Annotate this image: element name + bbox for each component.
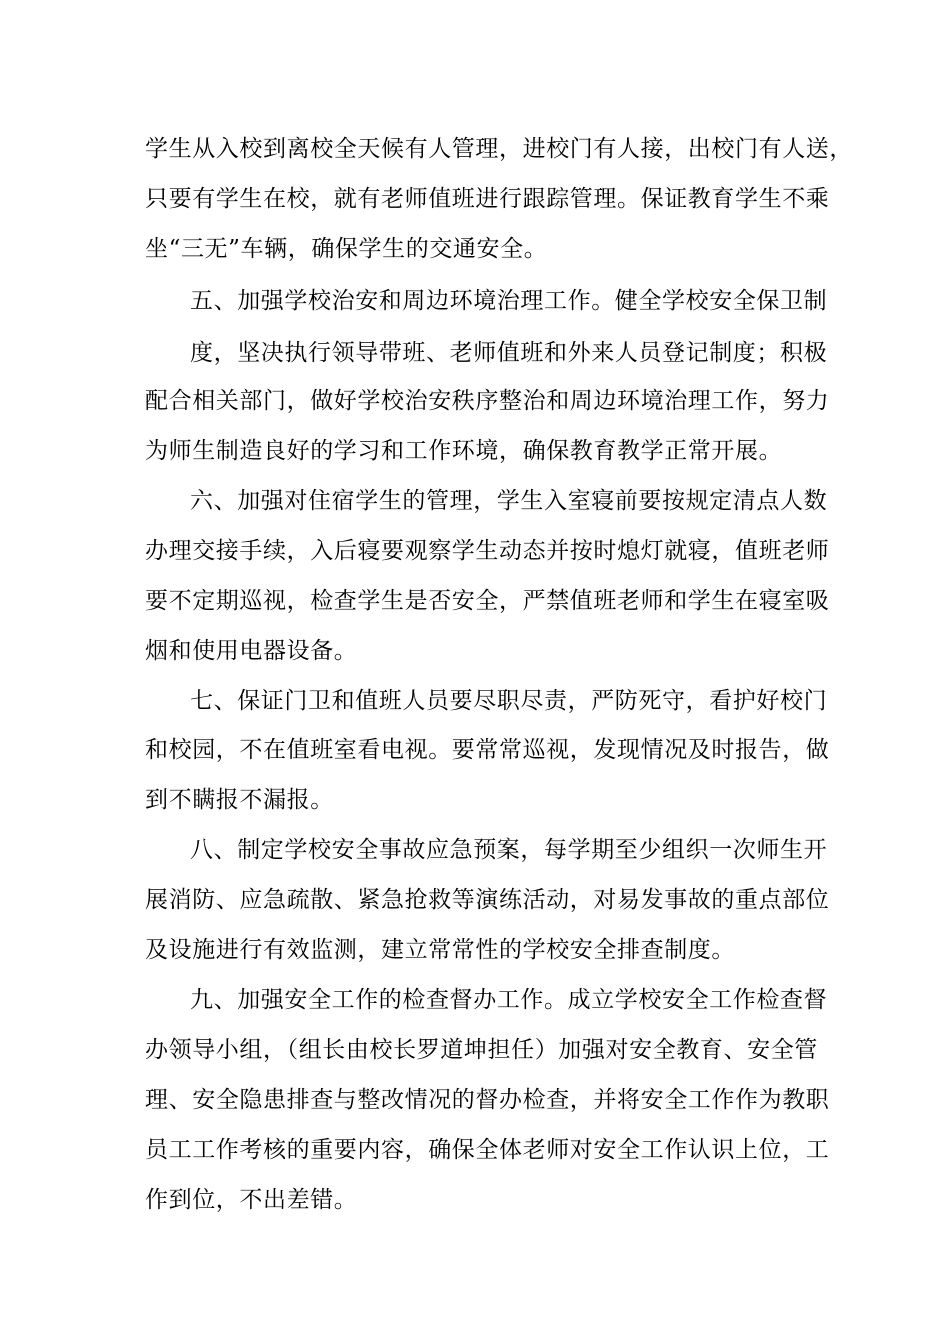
paragraph-6-first-line: 六、加强对住宿学生的管理，学生入室寝前要按规定清点人数	[190, 488, 828, 514]
text-line: 烟和使用电器设备。	[145, 638, 358, 664]
text-line: 员工工作考核的重要内容，确保全体老师对安全工作认识上位，工	[145, 1137, 830, 1163]
paragraph-7-first-line: 七、保证门卫和值班人员要尽职尽责，严防死守，看护好校门	[190, 688, 828, 714]
text-line: 度，坚决执行领导带班、老师值班和外来人员登记制度；积极	[190, 340, 828, 366]
text-line: 学生从入校到离校全天候有人管理，进校门有人接，出校门有人送，	[145, 136, 853, 162]
text-line: 要不定期巡视，检查学生是否安全，严禁值班老师和学生在寝室吸	[145, 588, 830, 614]
text-line: 办理交接手续，入后寝要观察学生动态并按时熄灯就寝，值班老师	[145, 538, 830, 564]
text-line: 作到位，不出差错。	[145, 1187, 358, 1213]
paragraph-9-first-line: 九、加强安全工作的检查督办工作。成立学校安全工作检查督	[190, 987, 828, 1013]
text-line: 办领导小组，（组长由校长罗道坤担任）加强对安全教育、安全管	[145, 1037, 818, 1063]
paragraph-5-first-line: 五、加强学校治安和周边环境治理工作。健全学校安全保卫制	[190, 288, 828, 314]
text-line: 到不瞒报不漏报。	[145, 787, 334, 813]
text-line: 展消防、应急疏散、紧急抢救等演练活动，对易发事故的重点部位	[145, 887, 830, 913]
text-line: 只要有学生在校，就有老师值班进行跟踪管理。保证教育学生不乘	[145, 186, 830, 212]
text-line: 理、安全隐患排查与整改情况的督办检查，并将安全工作作为教职	[145, 1087, 830, 1113]
paragraph-8-first-line: 八、制定学校安全事故应急预案，每学期至少组织一次师生开	[190, 837, 828, 863]
text-line: 为师生制造良好的学习和工作环境，确保教育教学正常开展。	[145, 438, 783, 464]
text-line: 配合相关部门，做好学校治安秩序整治和周边环境治理工作，努力	[145, 388, 830, 414]
text-line: 和校园，不在值班室看电视。要常常巡视，发现情况及时报告，做	[145, 737, 830, 763]
text-line: 坐“三无”车辆，确保学生的交通安全。	[145, 236, 548, 262]
text-line: 及设施进行有效监测，建立常常性的学校安全排查制度。	[145, 937, 735, 963]
